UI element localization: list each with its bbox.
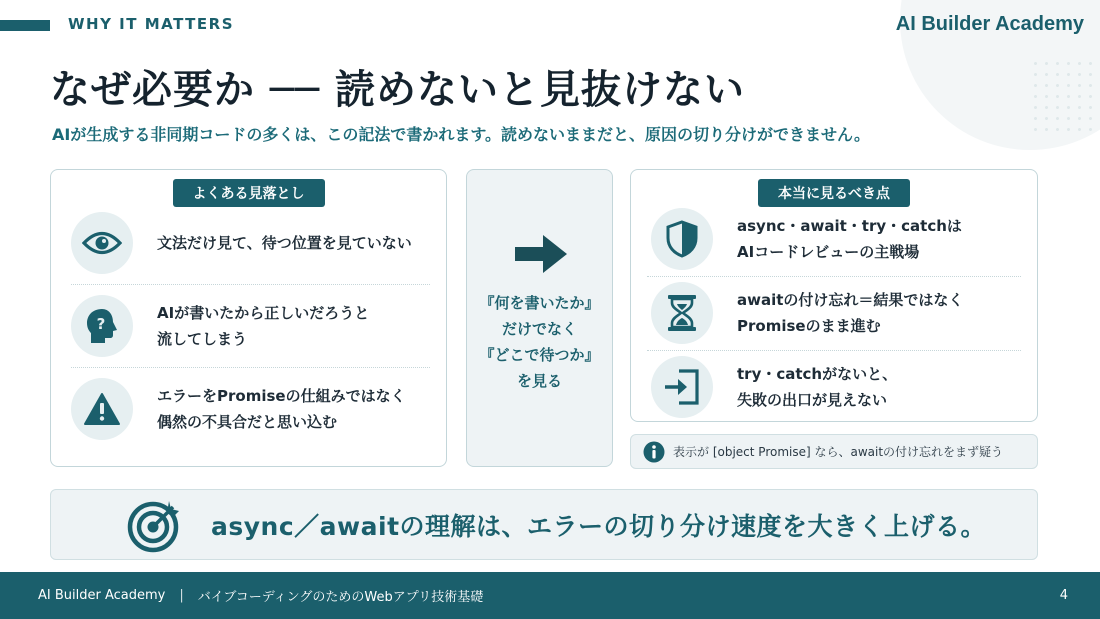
warning-icon [71, 378, 133, 440]
focus-line: を見る [516, 372, 562, 390]
item-line: 失敗の出口が見えない [737, 391, 888, 409]
list-item [51, 210, 446, 276]
eye-icon [71, 212, 133, 274]
item-line: エラーをPromiseの仕組みではなく [157, 387, 406, 405]
item-line: AIコードレビューの主戦場 [737, 243, 920, 261]
item-line: Promiseのまま進む [737, 317, 881, 335]
footer-brand: AI Builder Academy [38, 588, 166, 603]
exit-door-icon [651, 356, 713, 418]
item-line: async・await・try・catchは [737, 217, 962, 235]
item-line: 文法だけ見て、待つ位置を見ていない [157, 234, 412, 252]
shield-icon [651, 208, 713, 270]
info-note-text: 表示が [object Promise] なら、awaitの付け忘れをまず疑う [673, 445, 1004, 459]
section-accent-bar [0, 20, 50, 31]
item-line: try・catchがないと、 [737, 365, 898, 383]
arrow-right-icon [513, 232, 569, 276]
list-item [631, 280, 1037, 346]
list-item [631, 354, 1037, 420]
question-head-icon [71, 295, 133, 357]
item-line: awaitの付け忘れ＝結果ではなく [737, 291, 964, 309]
info-icon [643, 441, 665, 463]
brand-logo-text: AI Builder Academy [895, 13, 1084, 35]
common-oversights-panel [50, 169, 447, 467]
page-number: 4 [1059, 588, 1068, 603]
key-takeaway-banner [50, 489, 1038, 560]
list-item [51, 293, 446, 359]
footer-course-title: バイブコーディングのためのWebアプリ技術基礎 [197, 590, 484, 605]
hourglass-icon [651, 282, 713, 344]
svg-text:?: ? [96, 315, 106, 333]
focus-line: 『どこで待つか』 [479, 346, 600, 364]
divider [647, 276, 1021, 277]
slide-title: なぜ必要か ── 読めないと見抜けない [50, 67, 746, 113]
focus-line: 『何を書いたか』 [479, 294, 600, 312]
slide-subtitle: AIが生成する非同期コードの多くは、この記法で書かれます。読めないままだと、原因の切り分けができません。 [52, 125, 871, 144]
divider [71, 284, 430, 285]
key-points-panel [630, 169, 1038, 422]
panel-heading: 本当に見るべき点 [758, 179, 910, 207]
section-tag: WHY IT MATTERS [68, 15, 234, 33]
list-item [51, 376, 446, 442]
footer-separator: | [179, 588, 184, 603]
takeaway-text: async／awaitの理解は、エラーの切り分け速度を大きく上げる。 [211, 511, 987, 541]
focus-shift-panel [466, 169, 613, 467]
item-line: AIが書いたから正しいだろうと [157, 304, 370, 322]
divider [647, 350, 1021, 351]
list-item [631, 206, 1037, 272]
divider [71, 367, 430, 368]
panel-heading: よくある見落とし [173, 179, 325, 207]
item-line: 偶然の不具合だと思い込む [157, 413, 338, 431]
target-icon [127, 497, 183, 553]
footer-bar [0, 572, 1100, 619]
item-line: 流してしまう [157, 330, 248, 348]
decorative-dot-grid [1030, 58, 1096, 138]
focus-line: だけでなく [501, 320, 577, 338]
info-note [630, 434, 1038, 469]
